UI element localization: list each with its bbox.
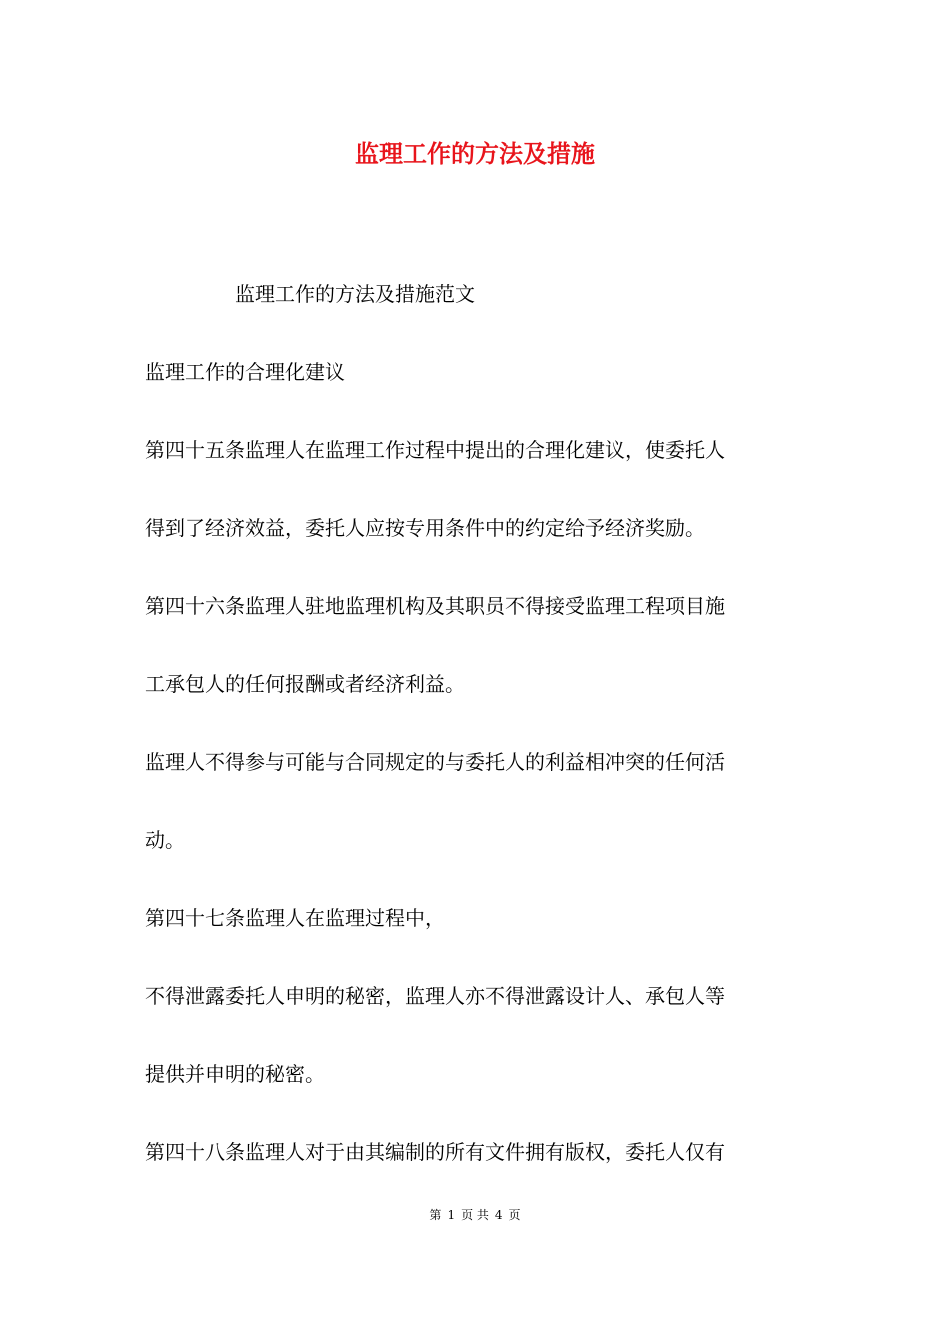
body-line: 监理人不得参与可能与合同规定的与委托人的利益相冲突的任何活 [145, 750, 725, 774]
body-line: 第四十八条监理人对于由其编制的所有文件拥有版权，委托人仅有 [145, 1140, 725, 1164]
body-line: 第四十七条监理人在监理过程中， [145, 906, 445, 930]
page-footer [0, 1205, 950, 1225]
body-line: 得到了经济效益，委托人应按专用条件中的约定给予经济奖励。 [145, 516, 705, 540]
body-line: 监理工作的合理化建议 [145, 360, 345, 384]
body-line-subtitle: 监理工作的方法及措施范文 [235, 282, 475, 306]
document-body [145, 274, 815, 1210]
document-title: 监理工作的方法及措施 [355, 139, 595, 168]
footer-page-number: 1 [447, 1208, 456, 1222]
body-line: 不得泄露委托人申明的秘密，监理人亦不得泄露设计人、承包人等 [145, 984, 725, 1008]
footer-total-pages: 4 [494, 1208, 503, 1222]
body-line: 第四十五条监理人在监理工作过程中提出的合理化建议，使委托人 [145, 438, 725, 462]
body-line: 提供并申明的秘密。 [145, 1062, 325, 1086]
footer-suffix: 页 [508, 1208, 521, 1222]
footer-middle: 页 共 [461, 1208, 489, 1222]
body-line: 第四十六条监理人驻地监理机构及其职员不得接受监理工程项目施 [145, 594, 725, 618]
body-line: 工承包人的任何报酬或者经济利益。 [145, 672, 465, 696]
body-line: 动。 [145, 828, 185, 852]
footer-prefix: 第 [429, 1208, 442, 1222]
